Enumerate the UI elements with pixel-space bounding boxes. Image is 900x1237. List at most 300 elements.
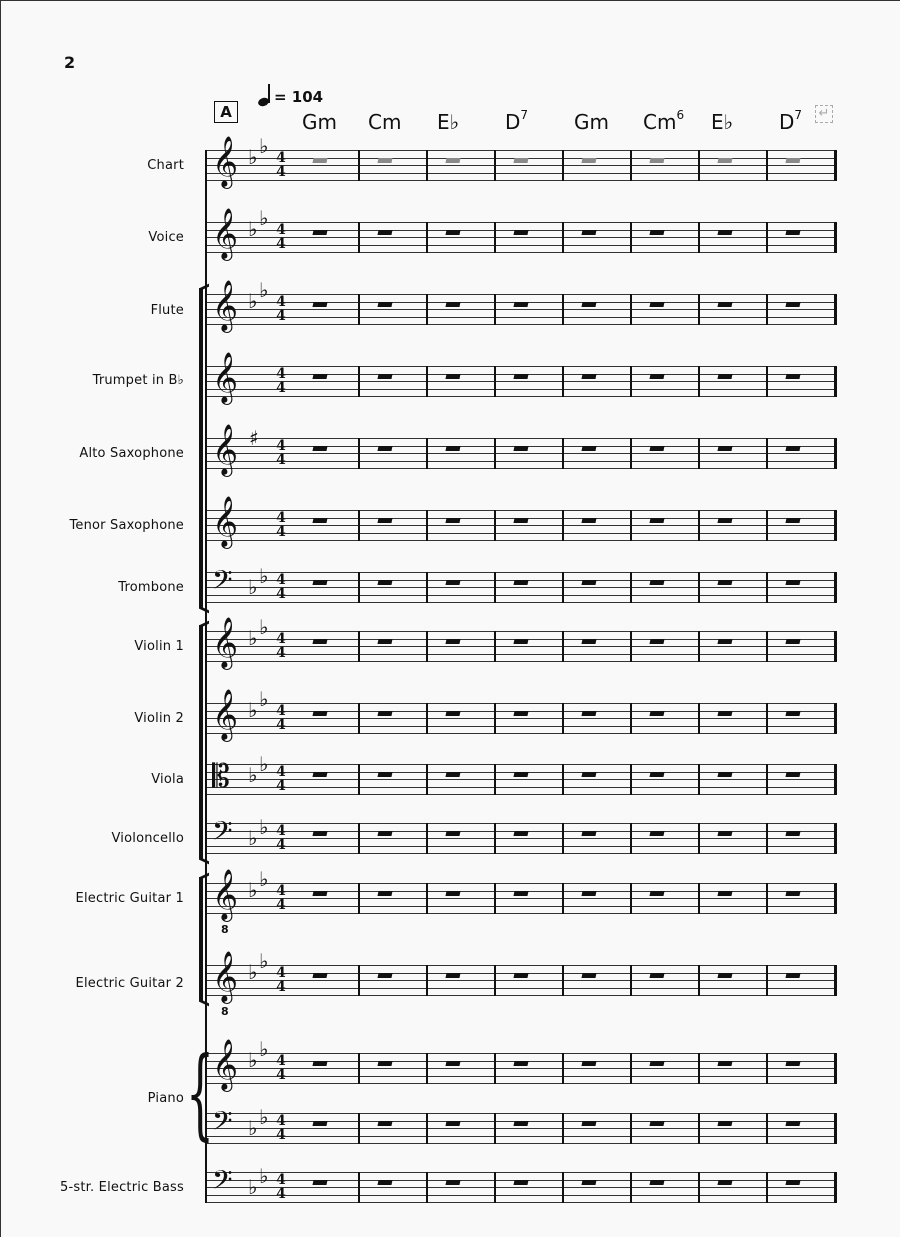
- barline: [562, 572, 564, 603]
- staff-line: [206, 718, 836, 719]
- staff-line: [206, 846, 836, 847]
- whole-rest[interactable]: [717, 374, 732, 379]
- chord-root: D: [505, 110, 521, 134]
- barline: [426, 1053, 428, 1084]
- whole-rest[interactable]: [717, 973, 732, 978]
- whole-rest[interactable]: [649, 1121, 664, 1126]
- staff-line: [206, 533, 836, 534]
- barline: [698, 883, 700, 914]
- time-sig-bottom: 4: [276, 586, 286, 602]
- whole-rest[interactable]: [581, 580, 596, 585]
- instrument-name[interactable]: Electric Guitar 2: [75, 976, 184, 991]
- whole-rest[interactable]: [445, 580, 460, 585]
- barline: [766, 510, 768, 541]
- whole-rest[interactable]: [445, 446, 460, 451]
- bass-clef-icon: 𝄢: [212, 1164, 233, 1202]
- whole-rest[interactable]: [312, 973, 327, 978]
- whole-rest[interactable]: [445, 1121, 460, 1126]
- instrument-name[interactable]: Flute: [150, 303, 184, 318]
- whole-rest[interactable]: [581, 446, 596, 451]
- whole-rest[interactable]: [785, 1121, 800, 1126]
- instrument-name[interactable]: Trombone: [118, 580, 184, 595]
- whole-rest[interactable]: [717, 639, 732, 644]
- treble-clef-icon: 𝄞: [212, 951, 239, 1002]
- barline: [766, 572, 768, 603]
- whole-rest[interactable]: [717, 158, 732, 163]
- barline: [426, 883, 428, 914]
- time-signature: [275, 966, 287, 994]
- whole-rest[interactable]: [312, 1121, 327, 1126]
- whole-rest[interactable]: [377, 374, 392, 379]
- barline: [426, 823, 428, 854]
- staff-line: [206, 1068, 836, 1069]
- whole-rest[interactable]: [513, 158, 528, 163]
- time-signature: [275, 511, 287, 539]
- whole-rest[interactable]: [377, 639, 392, 644]
- time-sig-top: 4: [276, 823, 286, 839]
- whole-rest[interactable]: [377, 1121, 392, 1126]
- whole-rest[interactable]: [785, 891, 800, 896]
- flat-icon: ♭: [259, 949, 269, 973]
- whole-rest[interactable]: [513, 1061, 528, 1066]
- time-signature: [275, 151, 287, 179]
- barline: [630, 294, 632, 325]
- whole-rest[interactable]: [312, 158, 327, 163]
- final-barline: [834, 510, 837, 541]
- barline: [766, 222, 768, 253]
- whole-rest[interactable]: [312, 580, 327, 585]
- staff-line: [206, 726, 836, 727]
- flat-icon: ♭: [259, 1163, 269, 1188]
- barline: [562, 222, 564, 253]
- staff-line: [206, 838, 836, 839]
- whole-rest[interactable]: [649, 446, 664, 451]
- whole-rest[interactable]: [312, 374, 327, 379]
- whole-rest[interactable]: [785, 374, 800, 379]
- whole-rest[interactable]: [377, 302, 392, 307]
- flat-icon: ♭: [259, 751, 269, 776]
- whole-rest[interactable]: [581, 639, 596, 644]
- barline: [494, 572, 496, 603]
- chord-extension: 6: [676, 108, 685, 122]
- time-sig-bottom: 4: [276, 778, 286, 794]
- whole-rest[interactable]: [513, 831, 528, 836]
- staff-line: [206, 965, 836, 966]
- whole-rest[interactable]: [785, 831, 800, 836]
- whole-rest[interactable]: [513, 230, 528, 235]
- whole-rest[interactable]: [581, 891, 596, 896]
- barline: [766, 965, 768, 996]
- whole-rest[interactable]: [581, 518, 596, 523]
- whole-rest[interactable]: [581, 302, 596, 307]
- barline: [766, 1113, 768, 1144]
- whole-rest[interactable]: [581, 772, 596, 777]
- whole-rest[interactable]: [377, 772, 392, 777]
- whole-rest[interactable]: [377, 158, 392, 163]
- final-barline: [834, 438, 837, 469]
- staff-line: [206, 1053, 836, 1054]
- staff-line: [206, 1136, 836, 1137]
- time-sig-top: 4: [276, 222, 286, 238]
- whole-rest[interactable]: [785, 973, 800, 978]
- staff-line: [206, 787, 836, 788]
- whole-rest[interactable]: [377, 711, 392, 716]
- whole-rest[interactable]: [785, 1180, 800, 1185]
- time-signature: [275, 884, 287, 912]
- time-sig-top: 4: [276, 572, 286, 588]
- chord-symbol[interactable]: [574, 110, 609, 134]
- whole-rest[interactable]: [513, 711, 528, 716]
- whole-rest[interactable]: [513, 639, 528, 644]
- whole-rest[interactable]: [649, 973, 664, 978]
- whole-rest[interactable]: [377, 891, 392, 896]
- staff: [206, 1113, 836, 1143]
- staff: [206, 631, 836, 661]
- flat-icon: ♭: [248, 1115, 258, 1140]
- whole-rest[interactable]: [445, 891, 460, 896]
- barline: [426, 764, 428, 795]
- barline: [630, 366, 632, 397]
- whole-rest[interactable]: [377, 973, 392, 978]
- barline: [426, 965, 428, 996]
- whole-rest[interactable]: [312, 446, 327, 451]
- system-break-icon[interactable]: ↵: [815, 105, 833, 123]
- whole-rest[interactable]: [377, 1061, 392, 1066]
- chord-symbol[interactable]: [779, 110, 802, 134]
- whole-rest[interactable]: [717, 1121, 732, 1126]
- time-signature: [275, 223, 287, 251]
- barline: [358, 1053, 360, 1084]
- staff: [206, 823, 836, 853]
- instrument-name[interactable]: Alto Saxophone: [79, 446, 184, 461]
- whole-rest[interactable]: [785, 1061, 800, 1066]
- whole-rest[interactable]: [513, 891, 528, 896]
- time-sig-bottom: 4: [276, 524, 286, 540]
- whole-rest[interactable]: [581, 374, 596, 379]
- whole-rest[interactable]: [717, 518, 732, 523]
- instrument-name[interactable]: Piano: [147, 1091, 184, 1106]
- instrument-name[interactable]: Voice: [148, 230, 184, 245]
- octave-8-icon: 8: [221, 1005, 229, 1018]
- instrument-name[interactable]: Violin 1: [134, 639, 184, 654]
- whole-rest[interactable]: [445, 711, 460, 716]
- whole-rest[interactable]: [785, 639, 800, 644]
- barline: [358, 1113, 360, 1144]
- whole-rest[interactable]: [581, 711, 596, 716]
- instrument-name[interactable]: Viola: [151, 772, 184, 787]
- time-signature: [275, 367, 287, 395]
- whole-rest[interactable]: [445, 772, 460, 777]
- bracket-hook-bottom: [199, 857, 209, 865]
- barline: [426, 366, 428, 397]
- barline: [562, 1172, 564, 1203]
- time-sig-top: 4: [276, 510, 286, 526]
- chord-symbol[interactable]: [302, 110, 337, 134]
- flat-icon: ♭: [248, 878, 258, 902]
- whole-rest[interactable]: [445, 973, 460, 978]
- whole-rest[interactable]: [513, 772, 528, 777]
- barline: [766, 150, 768, 181]
- whole-rest[interactable]: [581, 1061, 596, 1066]
- barline: [494, 631, 496, 662]
- barline: [698, 764, 700, 795]
- whole-rest[interactable]: [377, 518, 392, 523]
- whole-rest[interactable]: [581, 158, 596, 163]
- whole-rest[interactable]: [649, 230, 664, 235]
- whole-rest[interactable]: [717, 1180, 732, 1185]
- chord-root: E♭: [437, 110, 460, 134]
- instrument-name[interactable]: Chart: [147, 158, 184, 173]
- staff-line: [206, 180, 836, 181]
- chord-symbol[interactable]: [711, 110, 733, 134]
- staff-line: [206, 381, 836, 382]
- barline: [698, 510, 700, 541]
- whole-rest[interactable]: [649, 772, 664, 777]
- instrument-name[interactable]: Electric Guitar 1: [75, 891, 184, 906]
- whole-rest[interactable]: [445, 831, 460, 836]
- whole-rest[interactable]: [312, 302, 327, 307]
- whole-rest[interactable]: [513, 1121, 528, 1126]
- whole-rest[interactable]: [649, 1061, 664, 1066]
- whole-rest[interactable]: [513, 446, 528, 451]
- whole-rest[interactable]: [785, 230, 800, 235]
- time-sig-top: 4: [276, 965, 286, 981]
- chord-symbol[interactable]: [437, 110, 459, 134]
- time-signature: [275, 1173, 287, 1201]
- whole-rest[interactable]: [312, 711, 327, 716]
- whole-rest[interactable]: [649, 1180, 664, 1185]
- staff: [206, 965, 836, 995]
- staff-line: [206, 366, 836, 367]
- flat-icon: ♭: [248, 289, 258, 313]
- barline: [494, 764, 496, 795]
- page-frame-left: [0, 0, 1, 1237]
- staff-line: [206, 461, 836, 462]
- final-barline: [834, 294, 837, 325]
- treble-clef-icon: 𝄞: [212, 352, 239, 403]
- whole-rest[interactable]: [717, 446, 732, 451]
- whole-rest[interactable]: [312, 1180, 327, 1185]
- whole-rest[interactable]: [649, 158, 664, 163]
- flat-icon: ♭: [248, 762, 258, 787]
- whole-rest[interactable]: [377, 580, 392, 585]
- rehearsal-mark[interactable]: A: [214, 101, 238, 123]
- instrument-name[interactable]: Violin 2: [134, 711, 184, 726]
- staff-line: [206, 1083, 836, 1084]
- treble-clef-icon: 𝄞: [212, 424, 239, 475]
- time-signature: [275, 1114, 287, 1142]
- barline: [494, 1172, 496, 1203]
- quarter-note-icon: [258, 84, 274, 106]
- time-sig-bottom: 4: [276, 164, 286, 180]
- staff-line: [206, 602, 836, 603]
- whole-rest[interactable]: [513, 302, 528, 307]
- page-number: 2: [64, 53, 76, 72]
- whole-rest[interactable]: [312, 230, 327, 235]
- whole-rest[interactable]: [445, 158, 460, 163]
- whole-rest[interactable]: [717, 891, 732, 896]
- whole-rest[interactable]: [513, 518, 528, 523]
- staff-line: [206, 317, 836, 318]
- barline: [426, 222, 428, 253]
- staff: [206, 222, 836, 252]
- whole-rest[interactable]: [649, 891, 664, 896]
- time-sig-bottom: 4: [276, 308, 286, 324]
- whole-rest[interactable]: [717, 711, 732, 716]
- whole-rest[interactable]: [581, 1180, 596, 1185]
- whole-rest[interactable]: [785, 302, 800, 307]
- whole-rest[interactable]: [717, 831, 732, 836]
- barline: [698, 1053, 700, 1084]
- whole-rest[interactable]: [513, 580, 528, 585]
- whole-rest[interactable]: [649, 518, 664, 523]
- staff: [206, 1172, 836, 1202]
- staff-line: [206, 1113, 836, 1114]
- whole-rest[interactable]: [312, 891, 327, 896]
- staff-line: [206, 913, 836, 914]
- whole-rest[interactable]: [445, 374, 460, 379]
- barline: [630, 510, 632, 541]
- treble-clef-icon: 𝄞: [212, 208, 239, 259]
- time-signature: [275, 1054, 287, 1082]
- whole-rest[interactable]: [785, 711, 800, 716]
- whole-rest[interactable]: [445, 302, 460, 307]
- treble-clef-icon: 𝄞: [212, 869, 239, 920]
- whole-rest[interactable]: [312, 518, 327, 523]
- chord-symbol[interactable]: [368, 110, 401, 134]
- instrument-name[interactable]: Trumpet in B♭: [92, 373, 184, 388]
- time-signature: [275, 573, 287, 601]
- whole-rest[interactable]: [445, 1180, 460, 1185]
- staff: [206, 572, 836, 602]
- whole-rest[interactable]: [377, 446, 392, 451]
- whole-rest[interactable]: [513, 374, 528, 379]
- whole-rest[interactable]: [785, 580, 800, 585]
- barline: [358, 1172, 360, 1203]
- barline: [562, 631, 564, 662]
- staff-line: [206, 646, 836, 647]
- chord-symbol[interactable]: [505, 110, 528, 134]
- whole-rest[interactable]: [513, 1180, 528, 1185]
- whole-rest[interactable]: [649, 639, 664, 644]
- chord-symbol[interactable]: [643, 110, 684, 134]
- whole-rest[interactable]: [649, 711, 664, 716]
- instrument-name[interactable]: 5-str. Electric Bass: [60, 1180, 184, 1195]
- whole-rest[interactable]: [581, 831, 596, 836]
- staff-line: [206, 1076, 836, 1077]
- staff-line: [206, 1195, 836, 1196]
- final-barline: [834, 572, 837, 603]
- whole-rest[interactable]: [649, 302, 664, 307]
- barline: [698, 294, 700, 325]
- whole-rest[interactable]: [785, 518, 800, 523]
- time-sig-top: 4: [276, 1113, 286, 1129]
- barline: [630, 764, 632, 795]
- staff-line: [206, 906, 836, 907]
- barline: [698, 703, 700, 734]
- flat-icon: ♭: [259, 134, 269, 158]
- whole-rest[interactable]: [649, 580, 664, 585]
- barline: [630, 222, 632, 253]
- final-barline: [834, 703, 837, 734]
- barline: [630, 1172, 632, 1203]
- chord-root: E♭: [711, 110, 734, 134]
- whole-rest[interactable]: [312, 831, 327, 836]
- chord-extension: 7: [794, 108, 803, 122]
- time-sig-bottom: 4: [276, 380, 286, 396]
- barline: [426, 1113, 428, 1144]
- octave-8-icon: 8: [221, 923, 229, 936]
- whole-rest[interactable]: [312, 772, 327, 777]
- staff-line: [206, 525, 836, 526]
- whole-rest[interactable]: [445, 639, 460, 644]
- whole-rest[interactable]: [717, 1061, 732, 1066]
- whole-rest[interactable]: [377, 230, 392, 235]
- whole-rest[interactable]: [445, 1061, 460, 1066]
- barline: [426, 150, 428, 181]
- whole-rest[interactable]: [312, 1061, 327, 1066]
- barline: [766, 883, 768, 914]
- whole-rest[interactable]: [445, 518, 460, 523]
- whole-rest[interactable]: [649, 374, 664, 379]
- treble-clef-icon: 𝄞: [212, 136, 239, 187]
- whole-rest[interactable]: [717, 230, 732, 235]
- whole-rest[interactable]: [581, 1121, 596, 1126]
- barline: [562, 764, 564, 795]
- whole-rest[interactable]: [377, 1180, 392, 1185]
- bracket-hook-top: [199, 873, 209, 881]
- bracket-hook-top: [199, 621, 209, 629]
- barline: [494, 1053, 496, 1084]
- bracket-hook-top: [199, 284, 209, 292]
- whole-rest[interactable]: [785, 158, 800, 163]
- tempo-marking[interactable]: [258, 84, 323, 106]
- staff-line: [206, 988, 836, 989]
- chord-root: Cm: [368, 110, 402, 134]
- barline: [562, 1053, 564, 1084]
- instrument-name[interactable]: Tenor Saxophone: [69, 518, 184, 533]
- whole-rest[interactable]: [445, 230, 460, 235]
- instrument-name[interactable]: Violoncello: [111, 831, 184, 846]
- chord-root: Gm: [302, 110, 337, 134]
- whole-rest[interactable]: [581, 230, 596, 235]
- whole-rest[interactable]: [717, 580, 732, 585]
- bass-clef-icon: 𝄢: [212, 564, 233, 602]
- barline: [562, 510, 564, 541]
- whole-rest[interactable]: [581, 973, 596, 978]
- whole-rest[interactable]: [377, 831, 392, 836]
- staff-line: [206, 468, 836, 469]
- barline: [426, 1172, 428, 1203]
- staff-line: [206, 237, 836, 238]
- time-sig-bottom: 4: [276, 1067, 286, 1083]
- barline: [630, 150, 632, 181]
- alto-clef-icon: 𝄡: [212, 757, 230, 795]
- whole-rest[interactable]: [785, 772, 800, 777]
- whole-rest[interactable]: [785, 446, 800, 451]
- whole-rest[interactable]: [513, 973, 528, 978]
- whole-rest[interactable]: [717, 302, 732, 307]
- barline: [358, 510, 360, 541]
- final-barline: [834, 1172, 837, 1203]
- time-sig-top: 4: [276, 883, 286, 899]
- barline: [494, 1113, 496, 1144]
- whole-rest[interactable]: [717, 772, 732, 777]
- staff-line: [206, 150, 836, 151]
- whole-rest[interactable]: [312, 639, 327, 644]
- staff-line: [206, 540, 836, 541]
- whole-rest[interactable]: [649, 831, 664, 836]
